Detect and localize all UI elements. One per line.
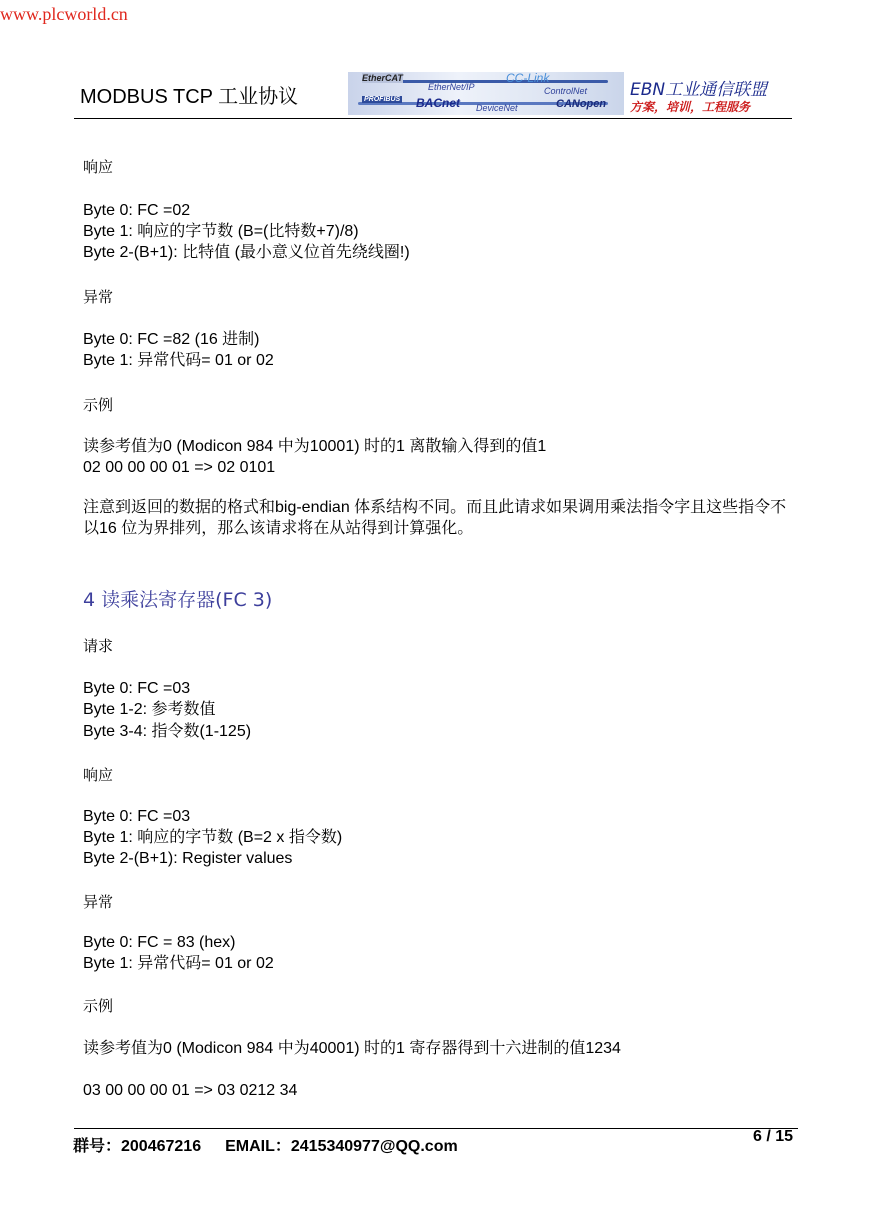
footer-divider bbox=[74, 1128, 798, 1129]
fieldbus-logo-banner bbox=[348, 72, 624, 115]
example-frame: 03 00 00 00 01 => 03 0212 34 bbox=[83, 1082, 298, 1099]
devicenet-logo: DeviceNet bbox=[476, 103, 518, 113]
section-heading: 4 读乘法寄存器(FC 3) bbox=[83, 589, 273, 611]
banner-swoosh-icon bbox=[368, 80, 608, 83]
footer-group-number: 群号：200467216 bbox=[73, 1138, 202, 1155]
label-response: 响应 bbox=[83, 766, 114, 784]
organization-name: EBN工业通信联盟 bbox=[630, 80, 768, 100]
exception-byte1: Byte 1: 异常代码= 01 or 02 bbox=[83, 352, 274, 369]
label-exception: 异常 bbox=[83, 893, 114, 911]
request-byte0: Byte 0: FC =03 bbox=[83, 680, 191, 697]
request-byte3-4: Byte 3-4: 指令数(1-125) bbox=[83, 723, 252, 740]
label-response: 响应 bbox=[83, 158, 114, 176]
cclink-logo: CC-Link bbox=[506, 72, 550, 85]
ethernetip-logo: EtherNet/IP bbox=[428, 82, 475, 92]
response-byte0: Byte 0: FC =02 bbox=[83, 202, 191, 219]
response-byte0: Byte 0: FC =03 bbox=[83, 808, 191, 825]
canopen-logo: CANopen bbox=[556, 98, 607, 110]
request-byte1-2: Byte 1-2: 参考数值 bbox=[83, 701, 216, 718]
exception-byte1: Byte 1: 异常代码= 01 or 02 bbox=[83, 955, 274, 972]
label-example: 示例 bbox=[83, 997, 114, 1015]
label-request: 请求 bbox=[83, 637, 114, 655]
page-number: 6 / 15 bbox=[753, 1128, 794, 1145]
example-frame: 02 00 00 00 01 => 02 0101 bbox=[83, 459, 276, 476]
controlnet-logo: ControlNet bbox=[544, 86, 588, 96]
organization-tagline: 方案，培训，工程服务 bbox=[630, 100, 751, 114]
exception-byte0: Byte 0: FC = 83 (hex) bbox=[83, 934, 236, 951]
watermark-url[interactable]: www.plcworld.cn bbox=[0, 4, 128, 24]
response-byte1: Byte 1: 响应的字节数 (B=(比特数+7)/8) bbox=[83, 223, 359, 240]
response-byte2: Byte 2-(B+1): 比特值 (最小意义位首先绕线圈!) bbox=[83, 244, 410, 261]
exception-byte0: Byte 0: FC =82 (16 进制) bbox=[83, 331, 260, 348]
document-title: MODBUS TCP 工业协议 bbox=[80, 86, 299, 108]
response-byte1: Byte 1: 响应的字节数 (B=2 x 指令数) bbox=[83, 829, 343, 846]
label-example: 示例 bbox=[83, 396, 114, 414]
note-paragraph: 注意到返回的数据的格式和big-endian 体系结构不同。而且此请求如果调用乘法指令字且这些指令不以16 位为界排列，那么该请求将在从站得到计算强化。 bbox=[83, 499, 787, 537]
bacnet-logo: BACnet bbox=[416, 96, 460, 110]
example-description: 读参考值为0 (Modicon 984 中为10001) 时的1 离散输入得到的值1 bbox=[83, 438, 547, 455]
ethercat-logo: EtherCAT bbox=[362, 73, 403, 83]
footer-contact bbox=[73, 1133, 458, 1156]
label-exception: 异常 bbox=[83, 288, 114, 306]
header-divider bbox=[74, 118, 792, 119]
response-byte2: Byte 2-(B+1): Register values bbox=[83, 850, 293, 867]
profibus-logo: PROFIBUS bbox=[364, 96, 401, 103]
footer-email: EMAIL：2415340977@QQ.com bbox=[225, 1138, 458, 1155]
example-description: 读参考值为0 (Modicon 984 中为40001) 时的1 寄存器得到十六进制的值1234 bbox=[83, 1040, 621, 1057]
